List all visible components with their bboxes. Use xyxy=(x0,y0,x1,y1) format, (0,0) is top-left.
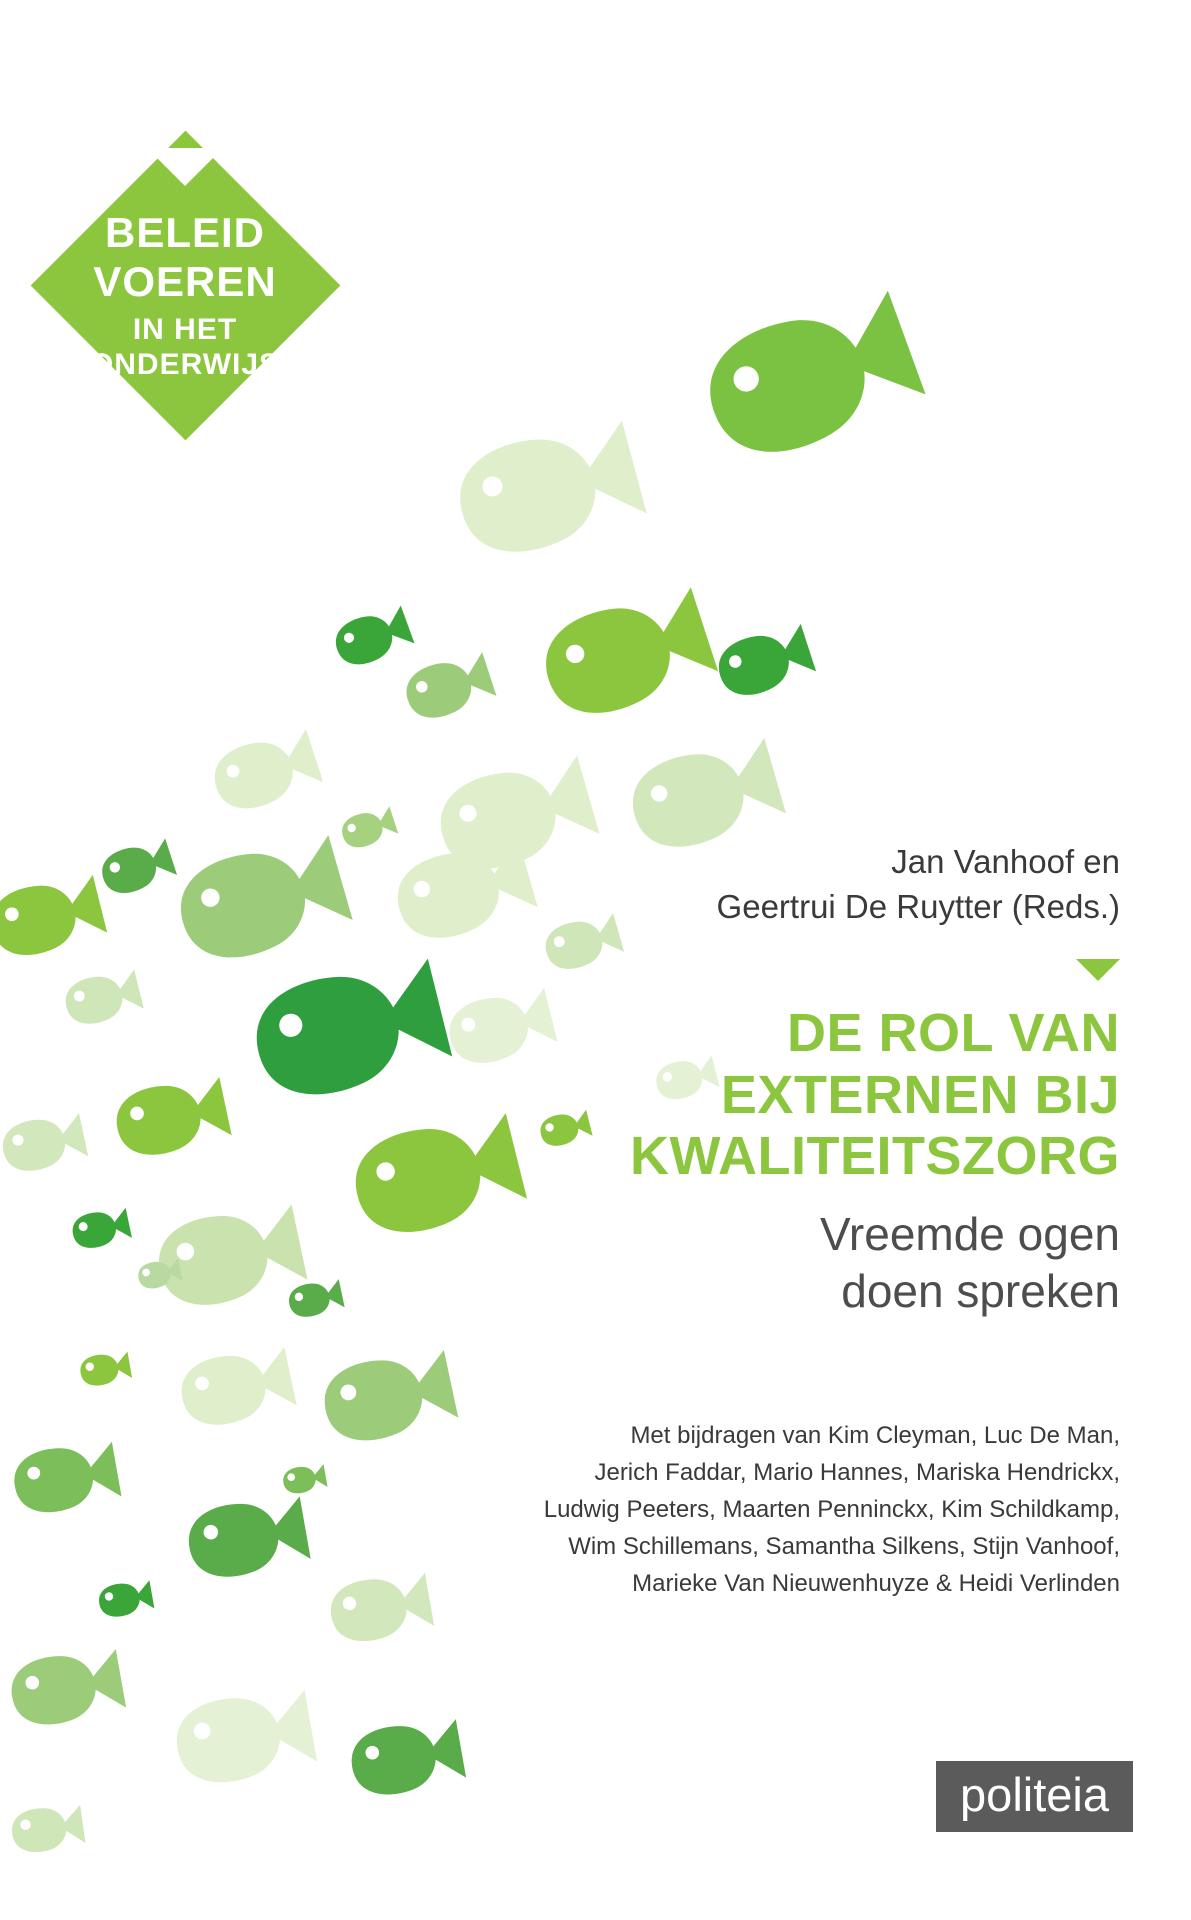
subtitle-line: doen spreken xyxy=(841,1265,1120,1318)
contributors-block xyxy=(470,1417,1130,1603)
contributor-line: Marieke Van Nieuwenhuyze & Heidi Verlinden xyxy=(632,1570,1120,1598)
title-line: DE ROL VAN xyxy=(786,1003,1120,1064)
page-subtitle xyxy=(470,1206,1130,1321)
authors-block xyxy=(470,840,1130,929)
badge-line-3: IN HET xyxy=(132,312,238,346)
contributor-line: Ludwig Peeters, Maarten Penninckx, Kim Schildkamp, xyxy=(543,1496,1120,1524)
subtitle-line: Vreemde ogen xyxy=(819,1207,1120,1260)
badge-line-4: ONDERWIJS xyxy=(89,347,281,381)
contributor-line: Wim Schillemans, Samantha Silkens, Stijn Vanhoof, xyxy=(568,1533,1120,1561)
author-line: Jan Vanhoof en xyxy=(891,843,1120,880)
page-title xyxy=(470,1003,1130,1188)
cover-text-column xyxy=(470,840,1130,1603)
contributor-line: Jerich Faddar, Mario Hannes, Mariska Hendrickx, xyxy=(594,1458,1120,1486)
title-line: KWALITEITSZORG xyxy=(630,1126,1120,1187)
triangle-down-icon xyxy=(1076,959,1120,981)
contributor-line: Met bijdragen van Kim Cleyman, Luc De Man, xyxy=(630,1421,1120,1449)
series-badge xyxy=(30,130,340,440)
badge-notch-icon xyxy=(147,148,223,186)
publisher-logo: politeia xyxy=(936,1761,1133,1832)
badge-line-1: BELEID xyxy=(104,209,265,257)
badge-line-2: VOEREN xyxy=(93,258,277,306)
author-line: Geertrui De Ruytter (Reds.) xyxy=(716,887,1120,925)
title-line: EXTERNEN BIJ xyxy=(720,1064,1120,1125)
